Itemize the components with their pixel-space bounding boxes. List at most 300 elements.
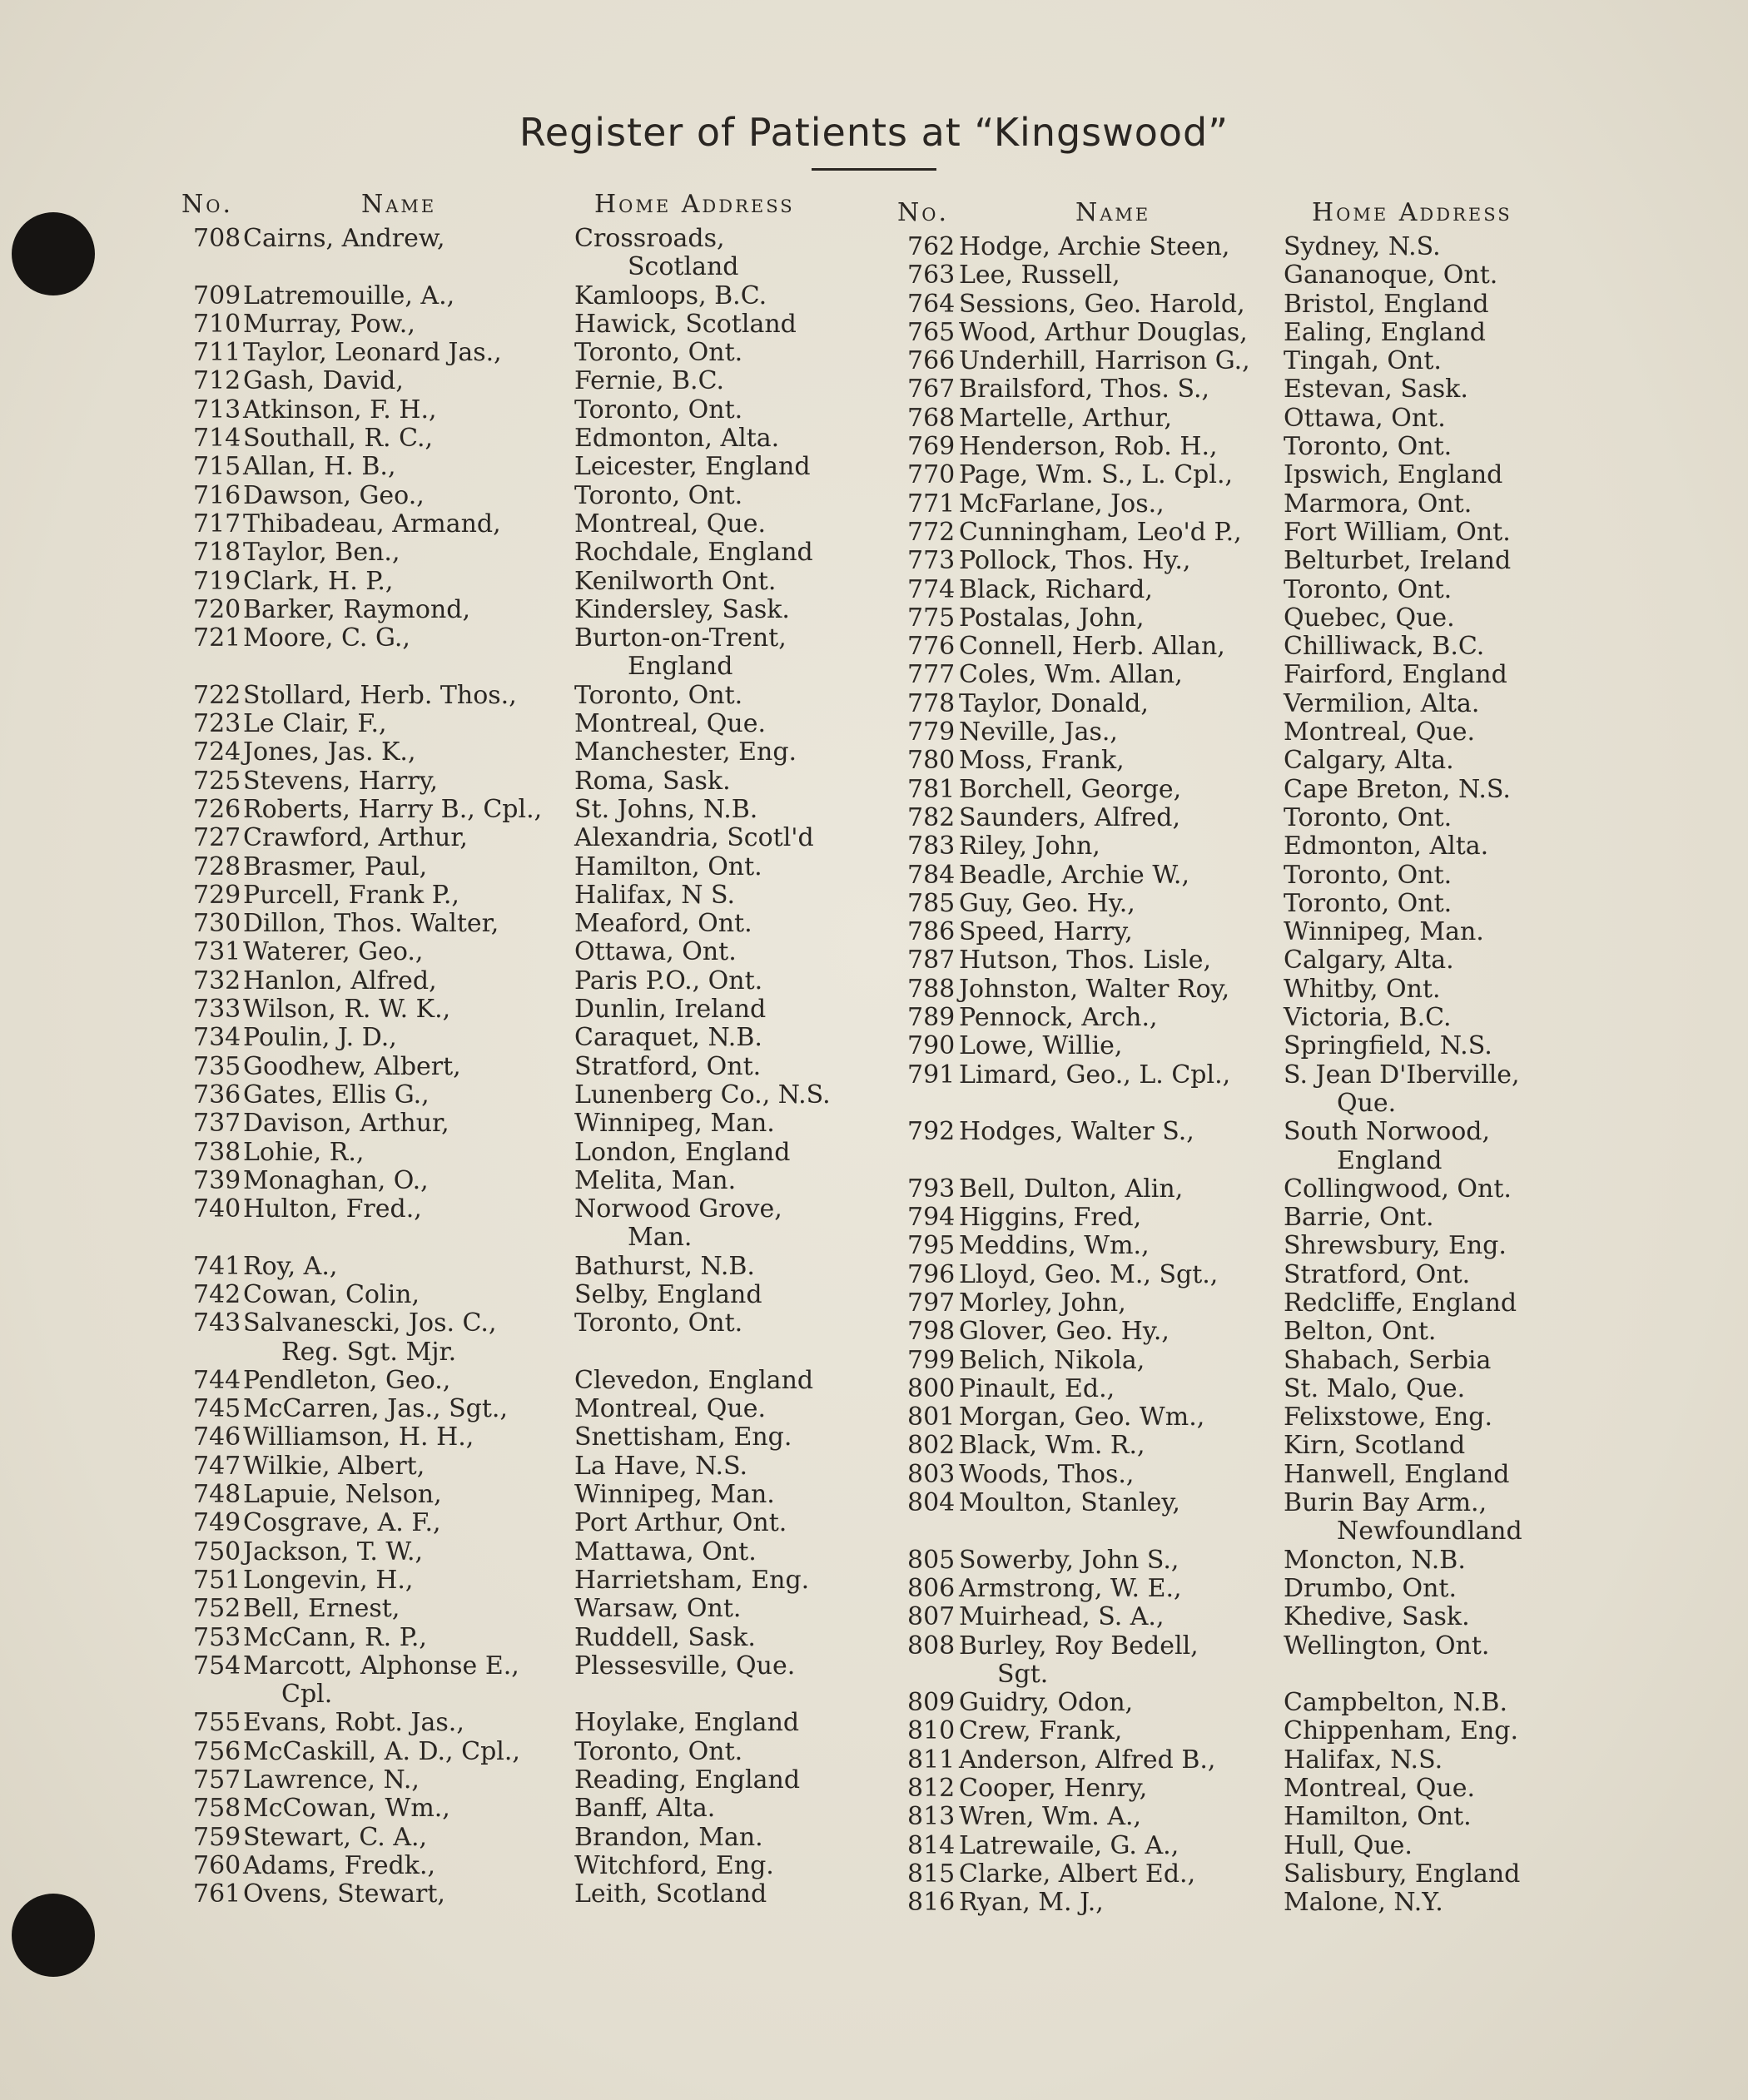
register-row	[176, 1452, 867, 1481]
home-address-continuation: England	[1337, 1145, 1443, 1175]
home-address-line: Toronto, Ont.	[1284, 888, 1453, 918]
patient-name-line: Lapuie, Nelson,	[243, 1480, 442, 1510]
patient-name-line: McCann, R. P.,	[243, 1622, 427, 1652]
patient-name-line: Latremouille, A.,	[243, 280, 455, 310]
home-address-line: Toronto, Ont.	[574, 338, 743, 368]
register-row	[892, 1232, 1725, 1260]
home-address	[574, 1795, 715, 1823]
register-row	[176, 596, 867, 624]
patient-number: 758	[193, 1794, 241, 1824]
patient-number: 786	[907, 917, 956, 947]
patient-number: 799	[907, 1345, 956, 1375]
patient-name-line: Wren, Wm. A.,	[959, 1802, 1142, 1832]
patient-name	[243, 624, 410, 653]
home-address	[1284, 976, 1441, 1004]
patient-name	[959, 1603, 1165, 1631]
home-address-line: Kamloops, B.C.	[574, 280, 767, 310]
patient-name	[959, 433, 1218, 461]
home-address-line: Hoylake, England	[574, 1708, 800, 1738]
home-address-line: Rochdale, England	[574, 538, 813, 568]
patient-number: 812	[907, 1774, 956, 1804]
home-address-line: Toronto, Ont.	[1284, 432, 1453, 462]
patient-name-line: Armstrong, W. E.,	[959, 1573, 1182, 1603]
home-address-line: Vermilion, Alta.	[1284, 688, 1480, 718]
register-row	[892, 405, 1725, 433]
patient-number: 811	[907, 1745, 956, 1775]
patient-number: 743	[193, 1308, 241, 1338]
patient-name-line: Taylor, Donald,	[959, 688, 1149, 718]
patient-name	[243, 796, 542, 824]
patient-name-line: Wilson, R. W. K.,	[243, 995, 451, 1025]
home-address	[574, 1709, 799, 1737]
page-title: Register of Patients at “Kingswood”	[519, 110, 1229, 155]
patient-name	[243, 1738, 520, 1766]
register-row	[892, 1775, 1725, 1803]
patient-name	[243, 1167, 429, 1195]
patient-number: 781	[907, 774, 956, 804]
patient-name-line: Taylor, Leonard Jas.,	[243, 338, 502, 368]
home-address	[574, 710, 766, 738]
register-row	[176, 510, 867, 539]
home-address	[574, 596, 790, 624]
binder-hole	[12, 1894, 95, 1977]
patient-name-line: Cunningham, Leo'd P.,	[959, 517, 1242, 547]
patient-number: 796	[907, 1259, 956, 1289]
home-address	[1284, 576, 1452, 604]
header-no: No.	[897, 198, 950, 227]
home-address-line: Port Arthur, Ont.	[574, 1508, 787, 1538]
register-row	[176, 1423, 867, 1452]
register-row	[176, 881, 867, 910]
home-address	[1284, 233, 1441, 261]
home-address	[1284, 747, 1454, 775]
register-row	[176, 995, 867, 1024]
patient-name-line: Black, Richard,	[959, 574, 1153, 604]
patient-name	[243, 1824, 427, 1852]
patient-number: 772	[907, 517, 956, 547]
patient-name-line: Cowan, Colin,	[243, 1279, 420, 1309]
register-row	[892, 604, 1725, 633]
home-address-continuation: England	[628, 652, 733, 682]
register-row	[176, 453, 867, 481]
home-address	[574, 1595, 741, 1623]
home-address	[1284, 1860, 1520, 1889]
home-address-line: Toronto, Ont.	[574, 1736, 743, 1766]
home-address-line: Marmora, Ont.	[1284, 489, 1472, 519]
patient-number: 770	[907, 460, 956, 490]
patient-name	[959, 233, 1229, 261]
register-row	[176, 1509, 867, 1537]
patient-number: 792	[907, 1117, 956, 1147]
register-row	[176, 967, 867, 995]
patient-name	[243, 1481, 442, 1509]
home-address-line: Salisbury, England	[1284, 1859, 1521, 1889]
home-address-line: Felixstowe, Eng.	[1284, 1402, 1493, 1432]
patient-name-line: Anderson, Alfred B.,	[959, 1745, 1216, 1775]
patient-name	[959, 1461, 1134, 1489]
home-address	[574, 738, 797, 767]
register-row	[176, 1624, 867, 1652]
register-row	[176, 1652, 867, 1710]
home-address-line: Drumbo, Ont.	[1284, 1573, 1457, 1603]
home-address	[574, 881, 735, 910]
home-address	[1284, 1118, 1490, 1175]
patient-name-line: Guidry, Odon,	[959, 1688, 1134, 1718]
patient-name	[959, 1803, 1141, 1831]
patient-name-line: Sowerby, John S.,	[959, 1545, 1179, 1575]
register-row	[176, 1081, 867, 1110]
patient-number: 793	[907, 1174, 956, 1204]
patient-number: 771	[907, 489, 956, 519]
patient-name-line: Crawford, Arthur,	[243, 823, 468, 853]
home-address-line: Reading, England	[574, 1765, 801, 1795]
patient-number: 814	[907, 1830, 956, 1860]
home-address	[574, 910, 752, 938]
register-row	[892, 319, 1725, 347]
patient-name-line: Pennock, Arch.,	[959, 1003, 1158, 1033]
patient-name	[959, 290, 1245, 319]
home-address-line: Sydney, N.S.	[1284, 232, 1441, 261]
home-address-line: Wellington, Ont.	[1284, 1631, 1490, 1661]
patient-number: 765	[907, 317, 956, 347]
patient-name	[959, 1004, 1158, 1032]
register-row	[176, 824, 867, 852]
patient-number: 745	[193, 1394, 241, 1424]
patient-name-line: Lee, Russell,	[959, 261, 1120, 290]
home-address-line: Warsaw, Ont.	[574, 1594, 742, 1624]
patient-name	[959, 576, 1153, 604]
home-address-line: Brandon, Man.	[574, 1822, 763, 1852]
patient-name-line: Stollard, Herb. Thos.,	[243, 680, 517, 710]
patient-number: 732	[193, 966, 241, 995]
register-row	[176, 225, 867, 282]
register-row	[892, 1032, 1725, 1060]
register-row	[176, 396, 867, 424]
patient-number: 739	[193, 1165, 241, 1195]
register-row	[892, 946, 1725, 975]
home-address	[574, 938, 737, 966]
patient-name-line: Waterer, Geo.,	[243, 937, 424, 967]
register-column-right	[892, 198, 1725, 1918]
register-row	[176, 1538, 867, 1566]
patient-number: 815	[907, 1859, 956, 1889]
patient-number: 813	[907, 1802, 956, 1832]
home-address-line: Ottawa, Ont.	[1284, 403, 1446, 433]
patient-number: 810	[907, 1716, 956, 1746]
patient-name-line: Meddins, Wm.,	[959, 1231, 1150, 1261]
home-address	[1284, 1746, 1443, 1775]
patient-number: 719	[193, 566, 241, 596]
patient-name-line: Dillon, Thos. Walter,	[243, 909, 499, 939]
register-row	[892, 461, 1725, 489]
patient-name-line: Goodhew, Albert,	[243, 1051, 461, 1081]
patient-number: 713	[193, 395, 241, 424]
register-row	[176, 367, 867, 395]
register-row	[892, 1489, 1725, 1546]
register-row	[176, 1195, 867, 1253]
patient-name	[243, 1281, 420, 1309]
home-address-line: Witchford, Eng.	[574, 1850, 774, 1880]
patient-name	[243, 1652, 519, 1710]
home-address	[574, 1281, 762, 1309]
binder-hole	[12, 212, 95, 295]
patient-name	[959, 261, 1120, 290]
patient-number: 787	[907, 946, 956, 976]
patient-number: 805	[907, 1545, 956, 1575]
home-address	[574, 482, 742, 510]
home-address-line: Clevedon, England	[574, 1365, 814, 1395]
home-address	[574, 1566, 809, 1595]
home-address	[1284, 1717, 1518, 1745]
patient-name	[243, 995, 450, 1024]
patient-name	[959, 890, 1135, 918]
home-address	[1284, 1289, 1517, 1318]
home-address-line: Meaford, Ont.	[574, 909, 752, 939]
patient-name-line: Adams, Fredk.,	[243, 1850, 436, 1880]
patient-name-continuation: Reg. Sgt. Mjr.	[281, 1337, 457, 1367]
patient-name-line: Dawson, Geo.,	[243, 480, 425, 510]
home-address	[574, 796, 757, 824]
home-address	[1284, 1318, 1436, 1346]
home-address	[1284, 405, 1446, 433]
patient-name	[243, 1423, 474, 1452]
register-row	[176, 1852, 867, 1880]
home-address-line: Toronto, Ont.	[574, 480, 743, 510]
patient-number: 809	[907, 1688, 956, 1718]
home-address-line: La Have, N.S.	[574, 1451, 748, 1481]
home-address	[574, 1824, 763, 1852]
patient-name-line: Stewart, C. A.,	[243, 1822, 428, 1852]
home-address	[574, 396, 742, 424]
patient-number: 722	[193, 680, 241, 710]
register-row	[892, 976, 1725, 1004]
patient-name-line: Pinault, Ed.,	[959, 1373, 1115, 1403]
patient-name-line: Clarke, Albert Ed.,	[959, 1859, 1196, 1889]
home-address	[1284, 1489, 1522, 1546]
home-address	[1284, 1347, 1491, 1375]
patient-name-line: McCarren, Jas., Sgt.,	[243, 1394, 508, 1424]
patient-number: 782	[907, 802, 956, 832]
home-address	[1284, 1261, 1470, 1289]
register-row	[892, 290, 1725, 319]
register-row	[892, 832, 1725, 861]
patient-name-line: McFarlane, Jos.,	[959, 489, 1165, 519]
home-address	[1284, 433, 1452, 461]
patient-number: 794	[907, 1203, 956, 1233]
home-address	[574, 1738, 742, 1766]
home-address-line: Bathurst, N.B.	[574, 1251, 755, 1281]
home-address	[574, 1139, 790, 1167]
home-address-continuation: Que.	[1337, 1088, 1397, 1118]
patient-name	[243, 367, 404, 395]
home-address	[1284, 1803, 1472, 1831]
patient-name	[243, 339, 502, 367]
patient-name	[959, 1489, 1180, 1517]
patient-number: 773	[907, 546, 956, 576]
patient-name	[243, 1452, 425, 1481]
patient-name-line: McCowan, Wm.,	[243, 1794, 450, 1824]
patient-name-line: Allan, H. B.,	[243, 452, 396, 482]
patient-name-line: McCaskill, A. D., Cpl.,	[243, 1736, 520, 1766]
patient-name	[959, 918, 1133, 946]
patient-number: 734	[193, 1023, 241, 1053]
home-address-continuation: Man.	[628, 1223, 693, 1253]
home-address	[574, 568, 776, 596]
home-address-line: Belton, Ont.	[1284, 1317, 1437, 1347]
patient-name	[243, 967, 437, 995]
home-address	[1284, 519, 1511, 547]
home-address	[1284, 461, 1502, 489]
home-address	[1284, 1689, 1507, 1717]
home-address-line: Fairford, England	[1284, 660, 1507, 690]
patient-number: 800	[907, 1373, 956, 1403]
patient-name	[243, 1253, 337, 1281]
register-row	[176, 1053, 867, 1081]
home-address-line: Hamilton, Ont.	[574, 851, 762, 881]
patient-number: 746	[193, 1422, 241, 1452]
home-address-line: Toronto, Ont.	[574, 395, 743, 424]
patient-name	[243, 1538, 423, 1566]
home-address	[574, 1509, 787, 1537]
column-header	[892, 198, 1725, 233]
register-row	[176, 1824, 867, 1852]
home-address-line: Banff, Alta.	[574, 1794, 716, 1824]
register-row	[176, 738, 867, 767]
patient-number: 789	[907, 1003, 956, 1033]
patient-number: 750	[193, 1537, 241, 1566]
patient-name	[243, 1139, 364, 1167]
patient-name	[959, 1061, 1230, 1090]
home-address	[1284, 776, 1511, 804]
patient-name-line: Poulin, J. D.,	[243, 1023, 397, 1053]
patient-name	[243, 1766, 420, 1795]
patient-number: 806	[907, 1573, 956, 1603]
patient-name	[243, 824, 468, 852]
home-address-line: Burin Bay Arm.,	[1284, 1488, 1487, 1518]
patient-name	[243, 1395, 508, 1423]
home-address-line: St. Johns, N.B.	[574, 794, 758, 824]
register-row	[892, 1889, 1725, 1917]
patient-name-line: Jackson, T. W.,	[243, 1537, 424, 1566]
patient-name-line: Cooper, Henry,	[959, 1774, 1148, 1804]
home-address-line: Toronto, Ont.	[1284, 574, 1453, 604]
patient-name-line: Henderson, Rob. H.,	[959, 432, 1218, 462]
register-row	[892, 804, 1725, 832]
home-address-line: Crossroads,	[574, 224, 725, 253]
register-row	[892, 661, 1725, 689]
home-address-line: Toronto, Ont.	[1284, 802, 1453, 832]
register-row	[176, 1766, 867, 1795]
patient-number: 776	[907, 632, 956, 662]
home-address	[574, 1367, 813, 1395]
home-address-line: Snettisham, Eng.	[574, 1422, 792, 1452]
patient-name	[243, 738, 416, 767]
home-address-line: Montreal, Que.	[574, 509, 767, 539]
register-row	[892, 1118, 1725, 1175]
header-address: Home Address	[594, 190, 795, 219]
patient-name	[959, 1746, 1215, 1775]
register-row	[892, 1461, 1725, 1489]
patient-name-line: Lawrence, N.,	[243, 1765, 420, 1795]
register-row	[892, 1432, 1725, 1460]
patient-name	[243, 453, 396, 481]
home-address-line: Belturbet, Ireland	[1284, 546, 1512, 576]
patient-name	[243, 568, 393, 596]
home-address-line: Montreal, Que.	[1284, 717, 1476, 747]
home-address-line: Burton-on-Trent,	[574, 623, 787, 653]
home-address	[574, 510, 766, 539]
home-address-line: Gananoque, Ont.	[1284, 261, 1498, 290]
home-address	[574, 1024, 762, 1052]
home-address-line: Toronto, Ont.	[574, 680, 743, 710]
patient-name	[959, 519, 1242, 547]
home-address-line: Plessesville, Que.	[574, 1651, 796, 1680]
register-row	[892, 1689, 1725, 1717]
patient-name	[959, 1204, 1141, 1232]
patient-name	[959, 1232, 1150, 1260]
home-address	[1284, 832, 1488, 861]
patient-number: 744	[193, 1365, 241, 1395]
patient-name-line: Belich, Nikola,	[959, 1345, 1145, 1375]
home-address-line: Campbelton, N.B.	[1284, 1688, 1508, 1718]
register-row	[176, 1024, 867, 1052]
patient-number: 715	[193, 452, 241, 482]
home-address-line: Ipswich, England	[1284, 460, 1503, 490]
register-row	[176, 1738, 867, 1766]
patient-number: 724	[193, 737, 241, 767]
patient-name-line: Morley, John,	[959, 1288, 1126, 1318]
home-address-line: Winnipeg, Man.	[574, 1109, 775, 1139]
home-address-line: Dunlin, Ireland	[574, 995, 767, 1025]
home-address-line: London, England	[574, 1137, 791, 1167]
patient-name	[959, 1575, 1182, 1603]
patient-name	[959, 946, 1211, 975]
patient-name	[243, 1795, 450, 1823]
home-address	[1284, 347, 1442, 375]
patient-name-line: Moulton, Stanley,	[959, 1488, 1180, 1518]
patient-number: 756	[193, 1736, 241, 1766]
home-address	[574, 1395, 766, 1423]
patient-number: 708	[193, 224, 241, 253]
home-address-line: Leith, Scotland	[574, 1879, 767, 1909]
register-row	[892, 1575, 1725, 1603]
home-address	[1284, 1775, 1475, 1803]
register-row	[176, 624, 867, 682]
patient-name-line: Cosgrave, A. F.,	[243, 1508, 441, 1538]
patient-name	[959, 319, 1248, 347]
patient-name	[243, 1624, 427, 1652]
patient-name-line: Le Clair, F.,	[243, 709, 387, 739]
home-address-line: Calgary, Alta.	[1284, 946, 1454, 976]
home-address-line: Fort William, Ont.	[1284, 517, 1511, 547]
patient-name-line: Burley, Roy Bedell,	[959, 1631, 1199, 1661]
home-address	[1284, 1632, 1489, 1661]
home-address	[574, 1452, 747, 1481]
home-address	[1284, 661, 1507, 689]
patient-name-line: Beadle, Archie W.,	[959, 860, 1189, 890]
home-address	[574, 624, 787, 682]
patient-name-line: Glover, Geo. Hy.,	[959, 1317, 1169, 1347]
home-address-line: Estevan, Sask.	[1284, 375, 1468, 405]
register-row	[892, 1832, 1725, 1860]
home-address	[1284, 718, 1475, 747]
register-row	[176, 938, 867, 966]
patient-name-line: Borchell, George,	[959, 774, 1182, 804]
patient-number: 755	[193, 1708, 241, 1738]
register-row	[892, 1261, 1725, 1289]
patient-name-line: Cairns, Andrew,	[243, 224, 445, 253]
patient-name-line: Hanlon, Alfred,	[243, 966, 437, 995]
